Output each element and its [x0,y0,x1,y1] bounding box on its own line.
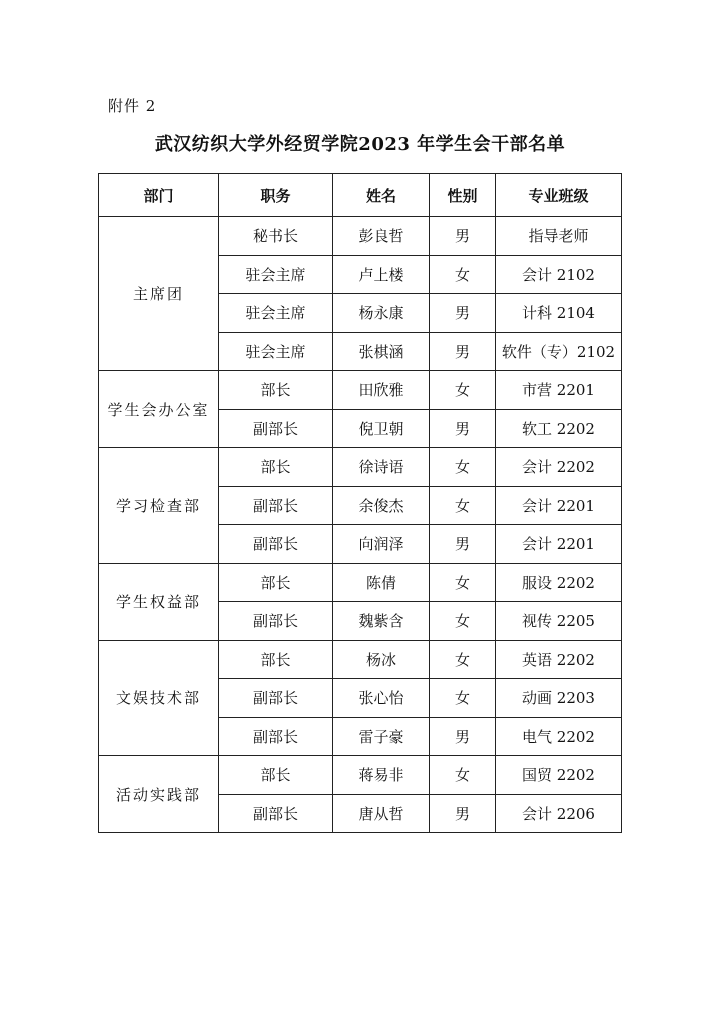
department-cell: 文娱技术部 [99,640,219,756]
gender-cell: 女 [430,486,496,525]
name-cell: 田欣雅 [333,371,430,410]
position-cell: 秘书长 [219,217,333,256]
name-cell: 杨永康 [333,294,430,333]
header-class: 专业班级 [496,174,622,217]
gender-cell: 男 [430,217,496,256]
department-cell: 活动实践部 [99,756,219,833]
table-header-row [99,174,622,217]
class-cell: 会计 2102 [496,255,622,294]
position-cell: 部长 [219,756,333,795]
position-cell: 部长 [219,371,333,410]
name-cell: 蒋易非 [333,756,430,795]
position-cell: 部长 [219,563,333,602]
position-cell: 副部长 [219,717,333,756]
name-cell: 魏紫含 [333,602,430,641]
name-cell: 向润泽 [333,525,430,564]
table-row [99,640,622,679]
position-cell: 副部长 [219,409,333,448]
gender-cell: 男 [430,717,496,756]
class-cell: 软件（专）2102 [496,332,622,371]
table-row [99,371,622,410]
name-cell: 张心怡 [333,679,430,718]
class-cell: 电气 2202 [496,717,622,756]
gender-cell: 女 [430,640,496,679]
position-cell: 部长 [219,448,333,487]
class-cell: 英语 2202 [496,640,622,679]
class-cell: 指导老师 [496,217,622,256]
class-cell: 国贸 2202 [496,756,622,795]
table-row [99,448,622,487]
header-gender: 性别 [430,174,496,217]
attachment-label: 附件 2 [108,97,157,115]
class-cell: 软工 2202 [496,409,622,448]
class-cell: 会计 2201 [496,486,622,525]
class-cell: 会计 2206 [496,794,622,833]
department-cell: 学生权益部 [99,563,219,640]
name-cell: 杨冰 [333,640,430,679]
table-row [99,756,622,795]
table-row [99,217,622,256]
gender-cell: 男 [430,794,496,833]
position-cell: 副部长 [219,679,333,718]
name-cell: 彭良哲 [333,217,430,256]
gender-cell: 女 [430,756,496,795]
student-union-roster-table [98,173,622,833]
name-cell: 倪卫朝 [333,409,430,448]
header-position: 职务 [219,174,333,217]
table-body [99,217,622,833]
class-cell: 动画 2203 [496,679,622,718]
gender-cell: 女 [430,448,496,487]
department-cell: 学习检查部 [99,448,219,564]
name-cell: 雷子豪 [333,717,430,756]
position-cell: 副部长 [219,486,333,525]
name-cell: 陈倩 [333,563,430,602]
gender-cell: 女 [430,679,496,718]
position-cell: 驻会主席 [219,294,333,333]
position-cell: 副部长 [219,525,333,564]
gender-cell: 男 [430,332,496,371]
header-name: 姓名 [333,174,430,217]
class-cell: 会计 2202 [496,448,622,487]
gender-cell: 男 [430,525,496,564]
class-cell: 会计 2201 [496,525,622,564]
position-cell: 驻会主席 [219,255,333,294]
name-cell: 徐诗语 [333,448,430,487]
header-department: 部门 [99,174,219,217]
name-cell: 余俊杰 [333,486,430,525]
position-cell: 驻会主席 [219,332,333,371]
gender-cell: 女 [430,563,496,602]
gender-cell: 男 [430,294,496,333]
name-cell: 卢上楼 [333,255,430,294]
document-title: 武汉纺织大学外经贸学院2023 年学生会干部名单 [154,134,566,155]
gender-cell: 女 [430,255,496,294]
position-cell: 副部长 [219,794,333,833]
table-row [99,563,622,602]
class-cell: 视传 2205 [496,602,622,641]
class-cell: 计科 2104 [496,294,622,333]
position-cell: 部长 [219,640,333,679]
gender-cell: 女 [430,371,496,410]
department-cell: 主席团 [99,217,219,371]
class-cell: 市营 2201 [496,371,622,410]
name-cell: 张棋涵 [333,332,430,371]
class-cell: 服设 2202 [496,563,622,602]
position-cell: 副部长 [219,602,333,641]
gender-cell: 男 [430,409,496,448]
gender-cell: 女 [430,602,496,641]
name-cell: 唐从哲 [333,794,430,833]
department-cell: 学生会办公室 [99,371,219,448]
